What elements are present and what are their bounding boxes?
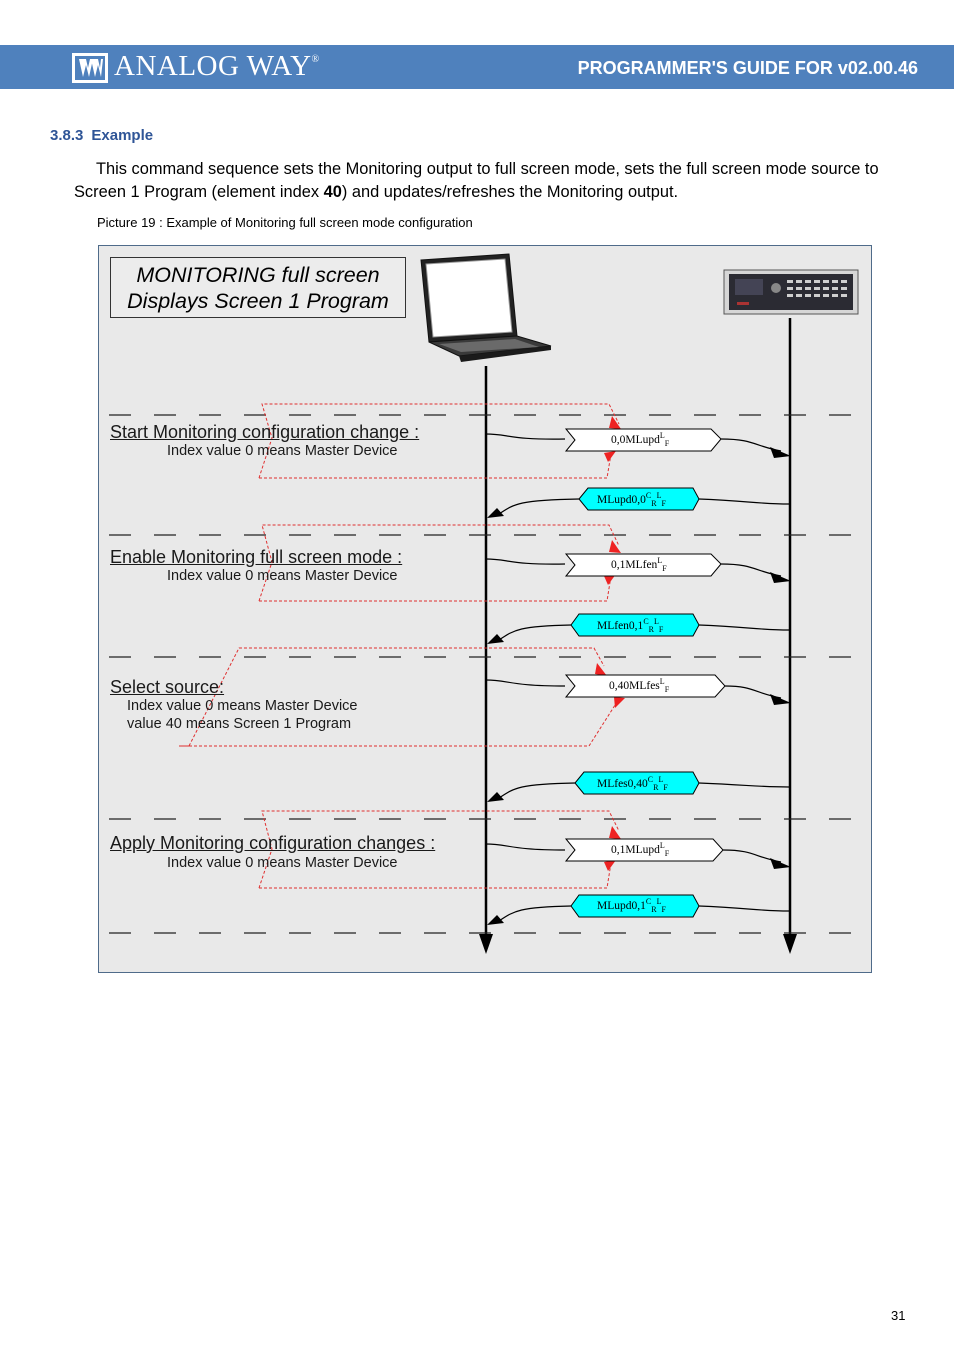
- video-processor-icon: [724, 270, 858, 314]
- step4-label: Apply Monitoring configuration changes :: [110, 833, 436, 853]
- section-title: Example: [91, 127, 154, 144]
- step1-reply-message: $MLupd0,0^C_R^L_F$: [597, 491, 666, 509]
- page-header: [0, 45, 954, 89]
- step4-send-message: 0,1MLupd$^L_F$: [611, 841, 670, 859]
- section-heading: [50, 127, 153, 144]
- figure-caption: Picture 19 : Example of Monitoring full screen mode configuration: [97, 215, 473, 230]
- diagram-title-line2: Displays Screen 1 Program: [127, 289, 389, 313]
- step2-send-message: 0,1MLfen$^L_F$: [611, 556, 667, 574]
- step3-reply-message: $MLfes0,40^C_R^L_F$: [597, 775, 668, 793]
- logo-wordmark: ANALOG WAY®: [114, 50, 320, 82]
- laptop-icon: [421, 254, 551, 362]
- diagram-title-line1: MONITORING full screen: [136, 263, 380, 287]
- paragraph-text-1: This command sequence sets the Monitoring output to full screen mode, sets the full screen mode source to Screen 1 Program (element index: [74, 160, 879, 201]
- section-number: 3.8.3: [50, 127, 84, 144]
- step3-label: Select source:: [110, 677, 225, 697]
- step1-label: Start Monitoring configuration change :: [110, 422, 420, 442]
- page-number: 31: [891, 1308, 906, 1323]
- device-lifeline-arrow: [783, 934, 797, 954]
- analog-way-logo-icon: [72, 53, 108, 83]
- step2-note: Index value 0 means Master Device: [167, 568, 398, 584]
- step1-note: Index value 0 means Master Device: [167, 443, 398, 459]
- step4-reply-message: $MLupd0,1^C_R^L_F$: [597, 897, 666, 915]
- step2-label: Enable Monitoring full screen mode :: [110, 547, 403, 567]
- document-title: PROGRAMMER'S GUIDE FOR v02.00.46: [577, 58, 918, 78]
- step3-note-2: value 40 means Screen 1 Program: [127, 716, 352, 732]
- step4-note: Index value 0 means Master Device: [167, 855, 398, 871]
- paragraph-text-2: ) and updates/refreshes the Monitoring output.: [341, 183, 679, 201]
- step3-send-message: 0,40MLfes$^L_F$: [609, 677, 670, 695]
- sequence-diagram: [98, 245, 872, 973]
- body-paragraph: [74, 158, 894, 204]
- diagram-title-box: [110, 257, 406, 318]
- controller-lifeline-arrow: [479, 934, 493, 954]
- step3-note-1: Index value 0 means Master Device: [127, 698, 358, 714]
- paragraph-bold-index: 40: [323, 183, 342, 201]
- step2-reply-message: $MLfen0,1^C_R^L_F$: [597, 617, 664, 635]
- step1-send-message: 0,0MLupd$^L_F$: [611, 431, 670, 449]
